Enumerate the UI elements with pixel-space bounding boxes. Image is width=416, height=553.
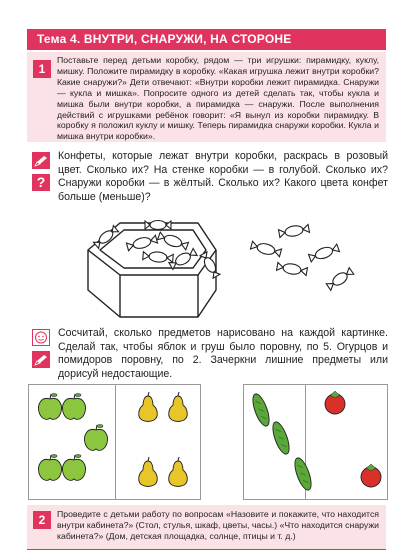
pear-icon: [139, 392, 158, 422]
apple-icon: [62, 394, 85, 420]
apple-icon: [38, 394, 61, 420]
face-icon: [32, 329, 50, 346]
apples-pears-picture: [28, 384, 201, 500]
page-bottom-rule: [27, 549, 386, 550]
cucumber-icon: [292, 456, 315, 492]
instruction-box-1: [27, 52, 386, 142]
instruction-box-2: [27, 505, 386, 549]
tomato-icon: [325, 391, 345, 414]
cucumber-icon: [250, 392, 273, 428]
section-number-badge: [33, 60, 51, 78]
task1-text: Конфеты, которые лежат внутри коробки, раскрась в розовый цвет. Сколько их? На стенке коробки — в голубой. Сколько их? Снаружи коробки — в жёлтый. Сколько их? Какого цвета конфет больше (меньше)?: [58, 150, 388, 203]
apple-icon: [62, 455, 85, 481]
cucumber-icon: [270, 420, 293, 456]
tomato-icon: [361, 464, 381, 487]
section-number: 2: [38, 513, 46, 527]
instruction-text-1: Поставьте перед детьми коробку, рядом — три игрушки: пирамидку, куклу, мишку. Положите пирамидку в коробку. «Какая игрушка лежит внутри коробки? Какие снаружи?» Дети отвечают: «Внутри коробки лежит пирамидка. Снаружи — кукла и мишка». Попросите одного из детей сделать так, чтобы кукла и мишка были внутри коробки, а пирамидка — снаружи. После выполнения действий с игрушками ребёнок говорит: «Я вынул из коробки пирамидку. В коробку я положил куклу и мишку. Теперь пирамидка снаружи коробки. Кукла и мишка внутри коробки».: [57, 55, 379, 142]
instruction-text-2: Проведите с детьми работу по вопросам «Назовите и покажите, что находится внутри кабинета?» (Стол, стулья, шкаф, цветы, часы.) «Что находится снаружи кабинета?» (Дом, детская площадка, солнце, птицы и т. д.): [57, 509, 379, 541]
pear-icon: [169, 457, 188, 487]
cucumbers-tomatoes-picture: [243, 384, 388, 500]
pencil-icon: [32, 152, 50, 169]
pear-icon: [169, 392, 188, 422]
apple-icon: [38, 455, 61, 481]
candy-box-illustration: [78, 205, 368, 323]
task2-text: Сосчитай, сколько предметов нарисовано на каждой картинке. Сделай так, чтобы яблок и груш было поровну, по 5. Огурцов и помидоров поровну, по 2. Зачеркни лишние предметы или дорисуй недостающие.: [58, 327, 388, 380]
section-number-badge: [33, 511, 51, 529]
section-number: 1: [38, 62, 46, 76]
topic-header: [27, 29, 386, 50]
topic-title: Тема 4. ВНУТРИ, СНАРУЖИ, НА СТОРОНЕ: [37, 32, 292, 46]
pear-icon: [139, 457, 158, 487]
question-icon: ?: [32, 174, 50, 191]
apple-icon: [84, 425, 107, 451]
pencil-icon: [32, 351, 50, 368]
